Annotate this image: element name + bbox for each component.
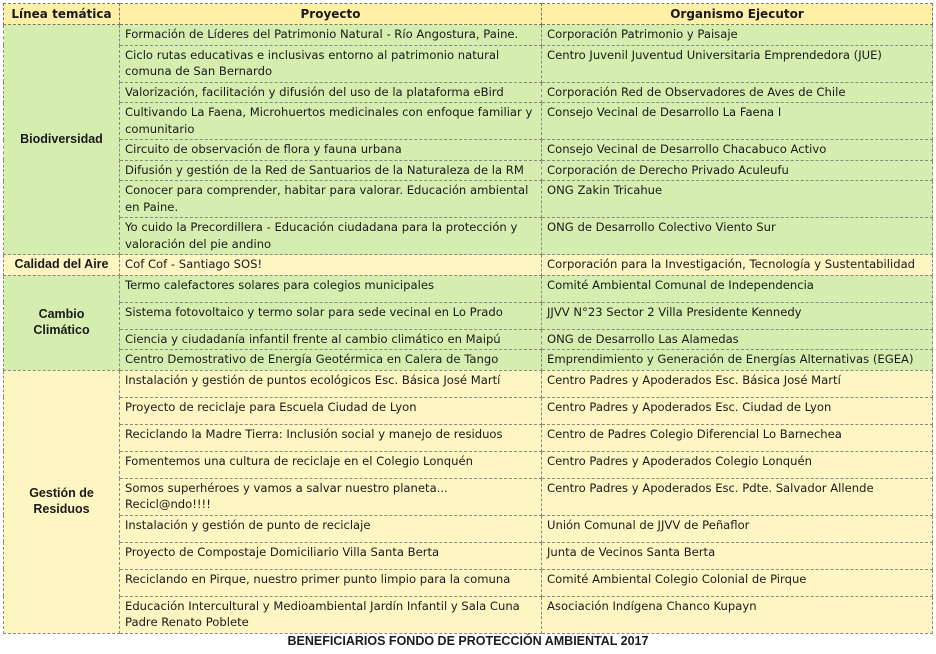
organization-cell: Asociación Indígena Chanco Kupayn	[542, 596, 933, 633]
organization-cell: Corporación Patrimonio y Paisaje	[542, 25, 933, 46]
table-row	[4, 542, 933, 569]
organization-cell: Corporación Red de Observadores de Aves de Chile	[542, 82, 933, 103]
organization-cell: Centro Padres y Apoderados Esc. Pdte. Salvador Allende	[542, 478, 933, 515]
table-row	[4, 515, 933, 542]
project-cell: Somos superhéroes y vamos a salvar nuestro planeta... Recicl@ndo!!!!	[120, 478, 542, 515]
table-row	[4, 82, 933, 103]
project-cell: Proyecto de reciclaje para Escuela Ciudad de Lyon	[120, 397, 542, 424]
header-proyecto: Proyecto	[120, 4, 542, 25]
table-row	[4, 424, 933, 451]
project-cell: Valorización, facilitación y difusión del uso de la plataforma eBird	[120, 82, 542, 103]
table-row	[4, 103, 933, 140]
organization-cell: Centro Juvenil Juventud Universitaria Emprendedora (JUE)	[542, 45, 933, 82]
organization-cell: Centro Padres y Apoderados Colegio Lonquén	[542, 451, 933, 478]
table-row	[4, 181, 933, 218]
project-cell: Ciclo rutas educativas e inclusivas entorno al patrimonio natural comuna de San Bernardo	[120, 45, 542, 82]
organization-cell: Centro Padres y Apoderados Esc. Básica José Martí	[542, 370, 933, 397]
table-row	[4, 569, 933, 596]
table-row	[4, 160, 933, 181]
theme-cell: Calidad del Aire	[4, 255, 120, 276]
organization-cell: Emprendimiento y Generación de Energías Alternativas (EGEA)	[542, 350, 933, 371]
beneficiaries-table	[3, 3, 933, 634]
project-cell: Yo cuido la Precordillera - Educación ciudadana para la protección y valoración del pie andino	[120, 218, 542, 255]
table-row	[4, 275, 933, 302]
project-cell: Termo calefactores solares para colegios municipales	[120, 275, 542, 302]
organization-cell: Junta de Vecinos Santa Berta	[542, 542, 933, 569]
project-cell: Centro Demostrativo de Energía Geotérmica en Calera de Tango	[120, 350, 542, 371]
project-cell: Sistema fotovoltaico y termo solar para sede vecinal en Lo Prado	[120, 302, 542, 329]
project-cell: Ciencia y ciudadanía infantil frente al cambio climático en Maipú	[120, 329, 542, 350]
theme-cell: Biodiversidad	[4, 25, 120, 255]
header-linea-tematica: Línea temática	[4, 4, 120, 25]
header-row	[4, 4, 933, 25]
table-row	[4, 596, 933, 633]
organization-cell: ONG de Desarrollo Las Alamedas	[542, 329, 933, 350]
table-row	[4, 329, 933, 350]
organization-cell: Comité Ambiental Colegio Colonial de Pirque	[542, 569, 933, 596]
theme-cell: Gestión de Residuos	[4, 370, 120, 633]
project-cell: Reciclando la Madre Tierra: Inclusión social y manejo de residuos	[120, 424, 542, 451]
organization-cell: Corporación de Derecho Privado Aculeufu	[542, 160, 933, 181]
organization-cell: JJVV N°23 Sector 2 Villa Presidente Kennedy	[542, 302, 933, 329]
header-organismo-ejecutor: Organismo Ejecutor	[542, 4, 933, 25]
table-row	[4, 140, 933, 161]
project-cell: Conocer para comprender, habitar para valorar. Educación ambiental en Paine.	[120, 181, 542, 218]
table-row	[4, 218, 933, 255]
organization-cell: Consejo Vecinal de Desarrollo La Faena I	[542, 103, 933, 140]
table-row	[4, 451, 933, 478]
project-cell: Reciclando en Pirque, nuestro primer punto limpio para la comuna	[120, 569, 542, 596]
organization-cell: Centro de Padres Colegio Diferencial Lo Barnechea	[542, 424, 933, 451]
organization-cell: Unión Comunal de JJVV de Peñaflor	[542, 515, 933, 542]
project-cell: Formación de Líderes del Patrimonio Natural - Río Angostura, Paine.	[120, 25, 542, 46]
organization-cell: Centro Padres y Apoderados Esc. Ciudad de Lyon	[542, 397, 933, 424]
project-cell: Instalación y gestión de punto de reciclaje	[120, 515, 542, 542]
table-row	[4, 45, 933, 82]
table-wrapper	[3, 3, 932, 634]
project-cell: Difusión y gestión de la Red de Santuarios de la Naturaleza de la RM	[120, 160, 542, 181]
organization-cell: ONG Zakin Tricahue	[542, 181, 933, 218]
project-cell: Cultivando La Faena, Microhuertos medicinales con enfoque familiar y comunitario	[120, 103, 542, 140]
table-row	[4, 370, 933, 397]
project-cell: Proyecto de Compostaje Domiciliario Villa Santa Berta	[120, 542, 542, 569]
project-cell: Educación Intercultural y Medioambiental Jardín Infantil y Sala Cuna Padre Renato Poblete	[120, 596, 542, 633]
organization-cell: ONG de Desarrollo Colectivo Viento Sur	[542, 218, 933, 255]
table-row	[4, 302, 933, 329]
theme-cell: Cambio Climático	[4, 275, 120, 370]
project-cell: Circuito de observación de flora y fauna urbana	[120, 140, 542, 161]
table-caption: BENEFICIARIOS FONDO DE PROTECCIÓN AMBIENTAL 2017	[287, 634, 649, 648]
project-cell: Instalación y gestión de puntos ecológicos Esc. Básica José Martí	[120, 370, 542, 397]
table-row	[4, 255, 933, 276]
organization-cell: Comité Ambiental Comunal de Independencia	[542, 275, 933, 302]
table-body	[4, 25, 933, 634]
project-cell: Fomentemos una cultura de reciclaje en el Colegio Lonquén	[120, 451, 542, 478]
table-row	[4, 397, 933, 424]
table-row	[4, 478, 933, 515]
organization-cell: Corporación para la Investigación, Tecnología y Sustentabilidad	[542, 255, 933, 276]
project-cell: Cof Cof - Santiago SOS!	[120, 255, 542, 276]
table-row	[4, 350, 933, 371]
table-row	[4, 25, 933, 46]
organization-cell: Consejo Vecinal de Desarrollo Chacabuco Activo	[542, 140, 933, 161]
